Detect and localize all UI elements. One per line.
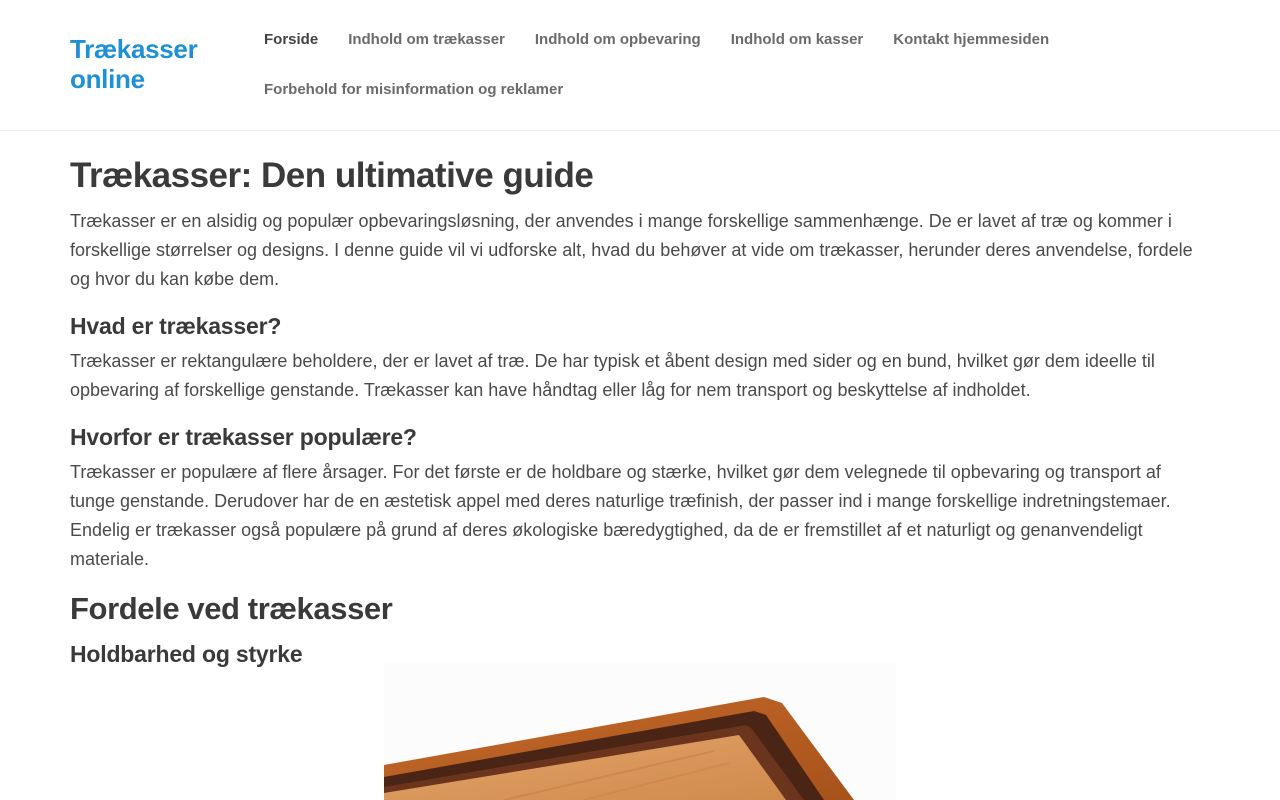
- page-title: Trækasser: Den ultimative guide: [70, 156, 594, 195]
- section-heading-durability: Holdbarhed og styrke: [70, 641, 303, 667]
- main-nav-row-1: [249, 31, 1064, 49]
- nav-item-indhold-om-opbevaring[interactable]: Indhold om opbevaring: [534, 31, 701, 48]
- main-nav-row-2: [249, 81, 578, 99]
- intro-paragraph: Trækasser er en alsidig og populær opbevaringsløsning, der anvendes i mange forskellige sammenhænge. De er lavet af træ og kommer i forskellige størrelser og designs. I denne guide vil vi udforske alt, hvad du behøver at vide om trækasser, herunder deres anvendelse, fordele og hvor du kan købe dem.: [70, 211, 1193, 289]
- site-header: [0, 0, 1280, 131]
- nav-item-forbehold[interactable]: Forbehold for misinformation og reklamer: [264, 81, 564, 98]
- paragraph-why: Trækasser er populære af flere årsager. For det første er de holdbare og stærke, hvilket gør dem velegnede til opbevaring og transport af tunge genstande. Derudover har de en æstetisk appel med deres naturlige træfinish, der passer ind i mange forskellige indretningstemaer. Endelig er trækasser også populære på grund af deres økologiske bæredygtighed, da de er fremstillet af et naturligt og genanvendeligt materiale.: [70, 462, 1171, 569]
- section-heading-why: Hvorfor er trækasser populære?: [70, 424, 417, 450]
- wooden-tray-image: [384, 663, 896, 800]
- section-heading-what: Hvad er trækasser?: [70, 313, 282, 339]
- nav-item-indhold-om-traekasser[interactable]: Indhold om trækasser: [348, 31, 505, 48]
- site-title-link[interactable]: Trækasser online: [70, 34, 198, 94]
- main-content: [70, 130, 1210, 669]
- nav-item-forside[interactable]: Forside: [264, 31, 319, 48]
- section-heading-advantages: Fordele ved trækasser: [70, 591, 393, 626]
- paragraph-what: Trækasser er rektangulære beholdere, der er lavet af træ. De har typisk et åbent design med sider og en bund, hvilket gør dem ideelle til opbevaring af forskellige genstande. Trækasser kan have håndtag eller låg for nem transport og beskyttelse af indholdet.: [70, 351, 1155, 400]
- nav-item-kontakt[interactable]: Kontakt hjemmesiden: [893, 31, 1050, 48]
- nav-item-indhold-om-kasser[interactable]: Indhold om kasser: [730, 31, 864, 48]
- wooden-tray-illustration: [384, 663, 896, 800]
